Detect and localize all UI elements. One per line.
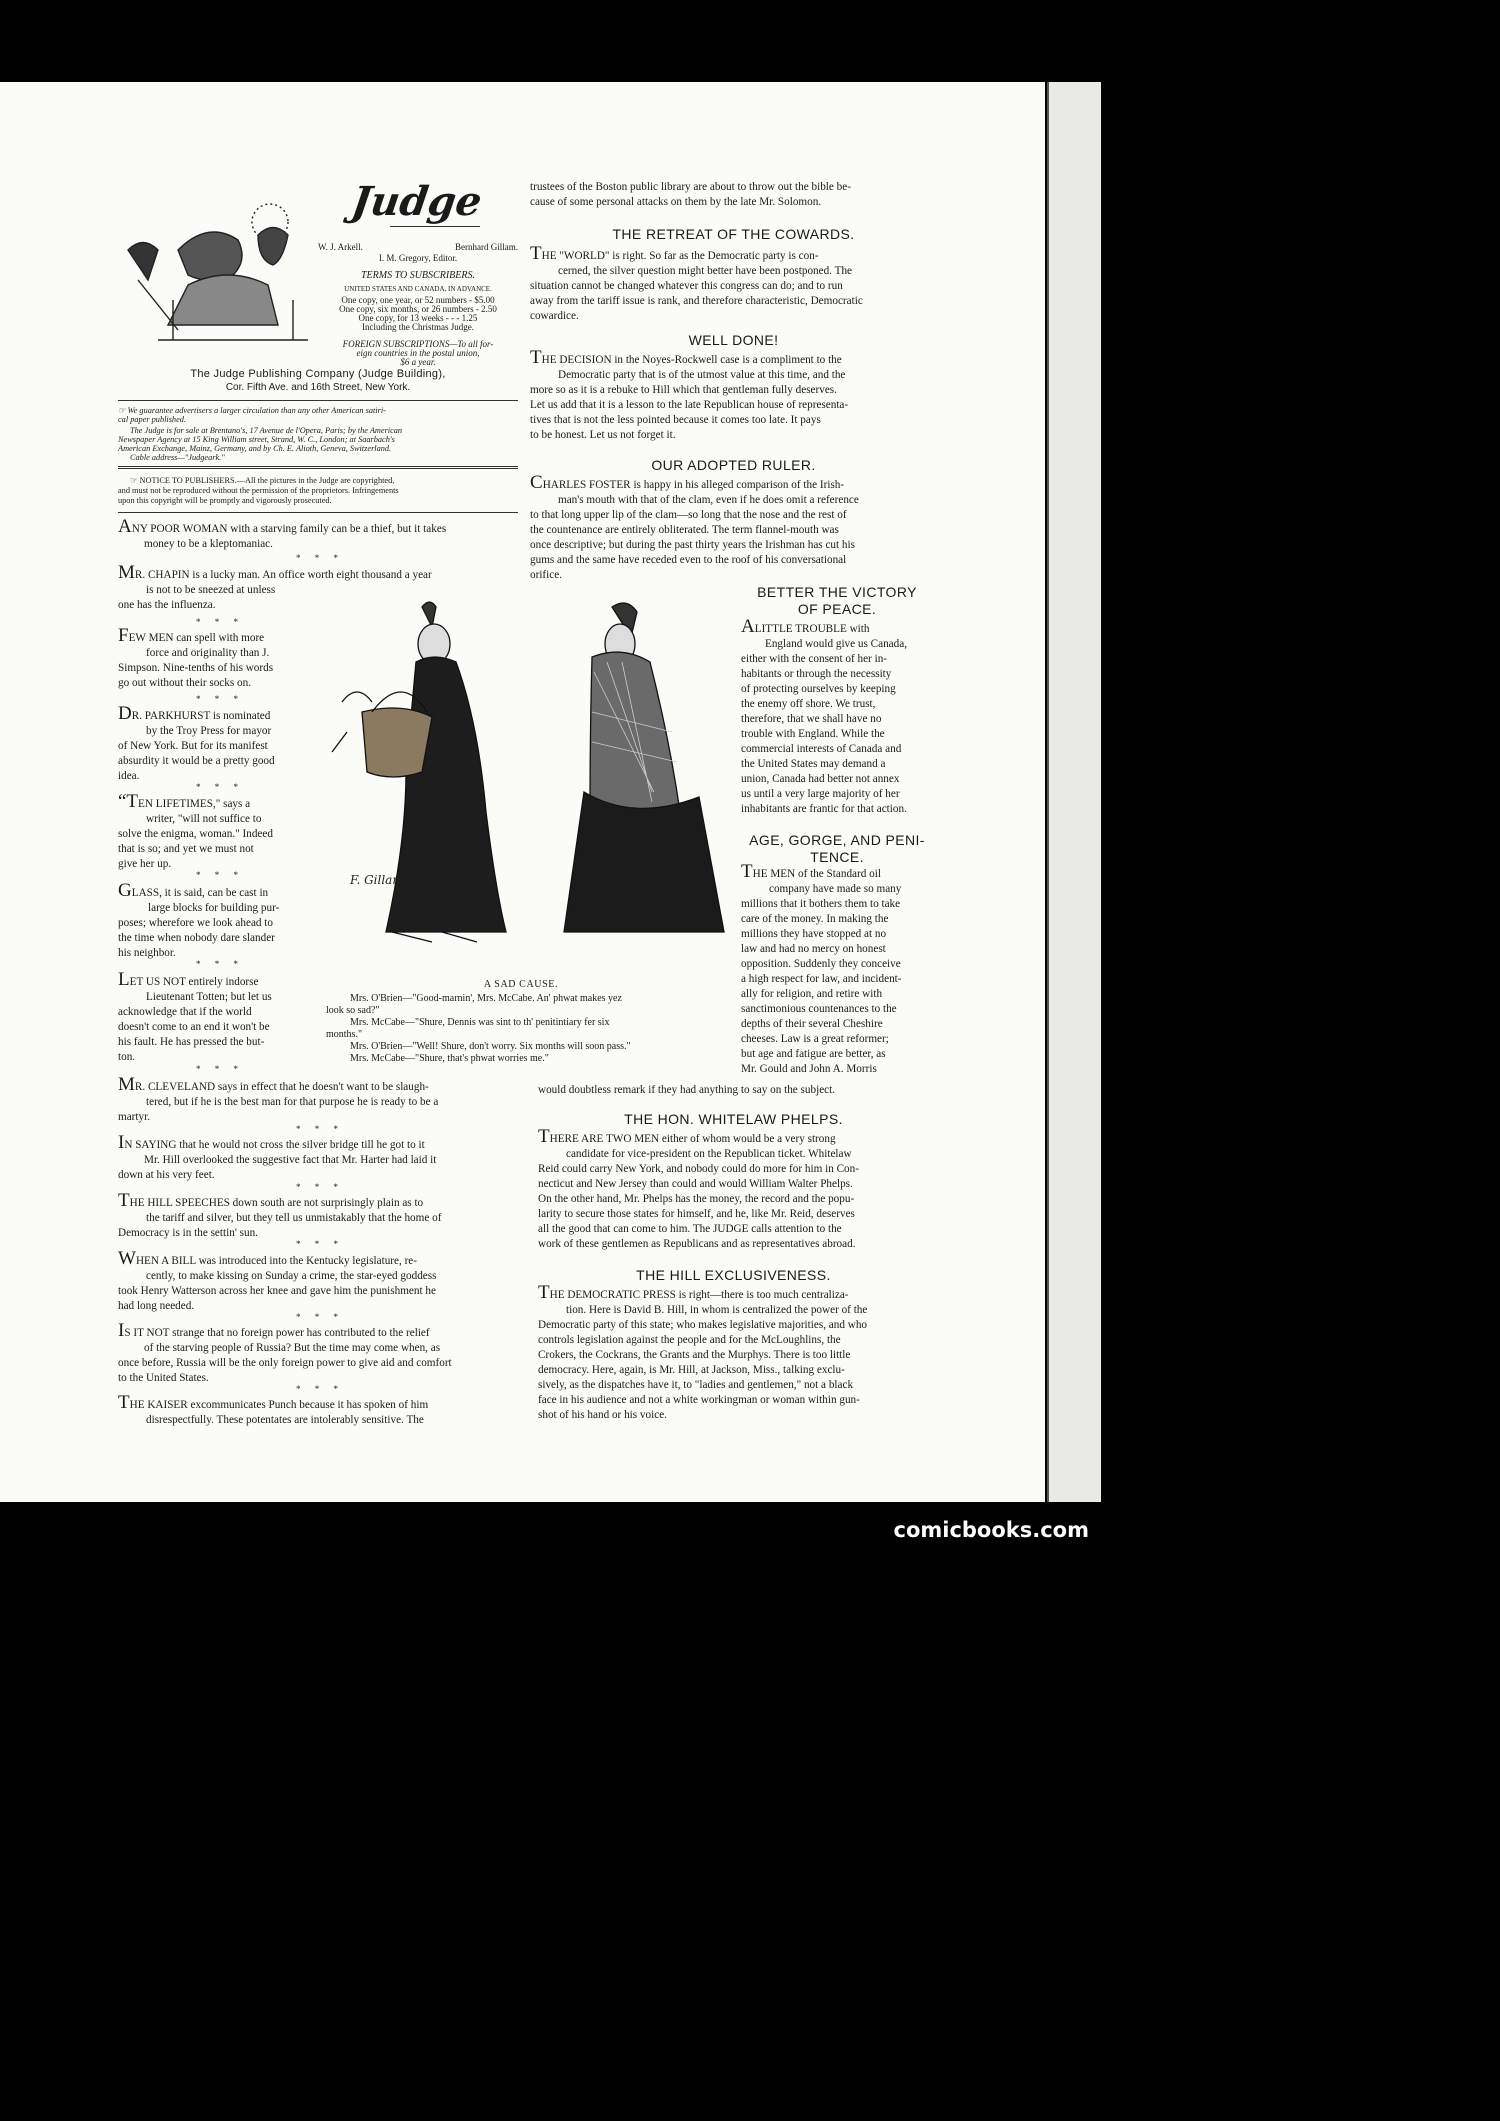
separator-stars: * * * — [296, 1239, 344, 1249]
item-phelps: THERE ARE TWO MEN either of whom would be a very strong candidate for vice-president on the Republican ticket. Whitelaw Reid could carry New York, and nobody could do more for him in Con- necticut and New Jersey than could and would William Walter Phelps. On the other hand, Mr. Phelps has the money, the record and the popu- larity to secure those states for himself, and he, like Mr. Reid, deserves all the good that can come to him. The JUDGE calls attention to the work of these gentlemen as Republicans and as representatives abroad. — [538, 1126, 859, 1250]
watermark-text: comicbooks.com — [893, 1518, 1089, 1542]
heading-adopted-ruler: OUR ADOPTED RULER. — [651, 457, 816, 473]
cartoon-signature: F. Gillam — [350, 873, 404, 887]
terms-heading: TERMS TO SUBSCRIBERS. — [361, 270, 475, 281]
notice-line-1: ☞ NOTICE TO PUBLISHERS.—All the pictures in the Judge are copyrighted, — [130, 476, 395, 485]
item-glass: GLASS, it is said, can be cast in large blocks for building pur- poses; wherefore we look ahead to the time when nobody dare slander his neighbor. — [118, 880, 280, 959]
separator-stars: * * * — [196, 782, 244, 792]
cartoon-dialogue: Mrs. O'Brien—"Good-marnin', Mrs. McCabe. An' phwat makes yez look so sad?" Mrs. McCabe—"Shure, Dennis was sint to th' penitintiary fer six months." Mrs. O'Brien—"Well! Shure, don't worry. Six months will soon pass." Mrs. McCabe—"Shure, that's phwat worries me." — [326, 993, 631, 1064]
woman-in-plaid-shawl-figure — [564, 603, 724, 932]
item-let-us-not: LET US NOT entirely indorse Lieutenant Totten; but let us acknowledge that if the world doesn't come to an end it won't be his fault. He has pressed the but- ton. — [118, 969, 272, 1063]
item-when-a-bill: WHEN A BILL was introduced into the Kentucky legislature, re- cently, to make kissing on Sunday a crime, the star-eyed goddess took Henry Watterson across her knee and gave him the punishment he had long needed. — [118, 1248, 437, 1312]
separator-stars: * * * — [296, 1182, 344, 1192]
heading-phelps: THE HON. WHITELAW PHELPS. — [624, 1111, 843, 1127]
staff-right: Bernhard Gillam. — [455, 242, 518, 252]
separator-stars: * * * — [296, 1124, 344, 1134]
item-in-saying: IN SAYING that he would not cross the silver bridge till he got to it Mr. Hill overlooked the suggestive fact that Mr. Harter had laid it down at his very feet. — [118, 1132, 437, 1181]
masthead-rule-2 — [118, 466, 518, 469]
staff-left: W. J. Arkell. — [318, 242, 363, 252]
publisher-line-1: The Judge Publishing Company (Judge Building), — [190, 368, 446, 380]
publisher-line-2: Cor. Fifth Ave. and 16th Street, New York. — [225, 382, 411, 393]
item-parkhurst: DR. PARKHURST is nominated by the Troy Press for mayor of New York. But for its manifest absurdity it would be a pretty good idea. — [118, 703, 275, 782]
masthead-rule-3 — [118, 512, 518, 513]
separator-stars: * * * — [196, 959, 244, 969]
item-poor-woman: ANY POOR WOMAN with a starving family can be a thief, but it takes money to be a kleptomaniac. — [118, 516, 447, 550]
heading-hill-exclusiveness: THE HILL EXCLUSIVENESS. — [636, 1267, 831, 1283]
separator-stars: * * * — [196, 617, 244, 627]
item-hill-speeches: THE HILL SPEECHES down south are not surprisingly plain as to the tariff and silver, but they tell us unmistakably that the home of Democracy is in the settin' sun. — [118, 1190, 442, 1239]
sale-line-1: The Judge is for sale at Brentano's, 17 Avenue de l'Opera, Paris; by the American — [130, 426, 403, 435]
editor-line: I. M. Gregory, Editor. — [378, 253, 458, 263]
woman-with-basket-figure — [332, 602, 506, 942]
heading-age-2: TENCE. — [810, 849, 864, 865]
heading-well-done: WELL DONE! — [688, 332, 779, 348]
staff-line — [318, 242, 518, 253]
separator-stars: * * * — [196, 870, 244, 880]
masthead-title-underline — [390, 226, 480, 227]
sale-line-3: American Exchange, Mainz, Germany, and by Ch. E. Alioth, Geneva, Switzerland. — [118, 444, 392, 453]
foreign-line-3: $6 a year. — [400, 357, 436, 367]
cartoon-caption-title: A SAD CAUSE. — [483, 979, 559, 990]
heading-victory-1: BETTER THE VICTORY — [757, 584, 917, 600]
masthead-rule-1 — [118, 400, 518, 401]
foreign-line-2: eign countries in the postal union, — [356, 348, 480, 358]
item-victory: ALITTLE TROUBLE with England would give us Canada, either with the consent of her in- habitants or through the necessity of protecting ourselves by keeping the enemy off shore. We trust, therefore, that we shall have no trouble with England. While the commercial interests of Canada and the United States may demand a union, Canada had better not annex us until a very large majority of her inhabitants are frantic for that action. — [741, 616, 907, 815]
separator-stars: * * * — [296, 1384, 344, 1394]
cartoon-illustration — [322, 592, 737, 975]
notice-line-2: and must not be reproduced without the permission of the proprietors. Infringements — [118, 486, 399, 495]
item-age: THE MEN of the Standard oil company have made so many millions that it bothers them to take care of the money. In making the millions they have stopped at no law and had no mercy on honest opposition. Suddenly they conceive a high respect for law, and incident- ally for religion, and retire with sanctimonious countenances to the depths of their several Cheshire cheeses. Law is a great reformer; but age and fatigue are better, as Mr. Gould and John A. Morris — [741, 861, 902, 1075]
separator-stars: * * * — [296, 553, 344, 563]
separator-stars: * * * — [196, 694, 244, 704]
facing-page-edge — [1047, 82, 1101, 1502]
item-cleveland: MR. CLEVELAND says in effect that he doesn't want to be slaugh- tered, but if he is the best man for that purpose he is ready to be a martyr. — [118, 1074, 439, 1123]
sale-line-2: Newspaper Agency at 15 King William street, Strand, W. C., London; at Saarbach's — [118, 435, 395, 444]
item-ten-lifetimes: “TEN LIFETIMES," says a writer, "will not suffice to solve the enigma, woman." Indeed that is so; and yet we must not give her up. — [118, 791, 273, 870]
terms-line-3: One copy, for 13 weeks - - - 1.25 — [358, 313, 478, 323]
masthead-illustration — [118, 190, 348, 350]
item-chapin: MR. CHAPIN is a lucky man. An office worth eight thousand a year is not to be sneezed at unless one has the influenza. — [118, 562, 432, 611]
foreign-line-1: FOREIGN SUBSCRIPTIONS—To all for- — [342, 339, 494, 349]
item-retreat: THE "WORLD" is right. So far as the Democratic party is con- cerned, the silver question might better have been postponed. The situation cannot be changed whatever this congress can do; and to run away from the tariff issue is rank, and therefore characteristic, Democratic cowardice. — [530, 243, 863, 322]
heading-retreat: THE RETREAT OF THE COWARDS. — [612, 226, 855, 242]
item-is-it-not: IS IT NOT strange that no foreign power has contributed to the relief of the starving people of Russia? But the time may come when, as once before, Russia will be the only foreign power to give aid and comfort to the United States. — [118, 1320, 452, 1384]
terms-line-4: Including the Christmas Judge. — [362, 322, 474, 332]
notice-line-3: upon this copyright will be promptly and vigorously prosecuted. — [118, 496, 332, 505]
heading-victory-2: OF PEACE. — [797, 601, 877, 617]
terms-subheading: UNITED STATES AND CANADA, IN ADVANCE. — [344, 285, 492, 293]
separator-stars: * * * — [196, 1064, 244, 1074]
terms-line-2: One copy, six months, or 26 numbers - 2.50 — [339, 304, 497, 314]
sale-line-4: Cable address—"Judgeark." — [130, 453, 225, 462]
item-few-men: FEW MEN can spell with more force and originality than J. Simpson. Nine-tenths of his words go out without their socks on. — [118, 625, 274, 689]
terms-line-1: One copy, one year, or 52 numbers - $5.00 — [341, 295, 495, 305]
guarantee-line-2: cal paper published. — [118, 415, 186, 424]
separator-stars: * * * — [296, 1312, 344, 1322]
heading-age-1: AGE, GORGE, AND PENI- — [749, 832, 925, 848]
item-trustees: trustees of the Boston public library are about to throw out the bible be- cause of some personal attacks on them by the late Mr. Solomon. — [530, 181, 851, 208]
item-age-last-line: would doubtless remark if they had anything to say on the subject. — [538, 1084, 836, 1096]
masthead-title: Judge — [348, 178, 485, 225]
guarantee-line-1: ☞ We guarantee advertisers a larger circulation than any other American satiri- — [118, 406, 386, 415]
item-adopted-ruler: CHARLES FOSTER is happy in his alleged comparison of the Irish- man's mouth with that of the clam, even if he does omit a reference to that long upper lip of the clam—so long that the nose and the rest of the countenance are entirely obliterated. The term flannel-mouth was once descriptive; but during the past thirty years the Irishman has cut his gums and the same have receded even to the roof of his conversational orifice. — [530, 472, 859, 581]
item-well-done: THE DECISION in the Noyes-Rockwell case is a compliment to the Democratic party that is of the utmost value at this time, and the more so as it is a rebuke to Hill which that gentleman fully deserves. Let us add that it is a lesson to the late Republican house of representa- tives that is not the less pointed because it comes too late. It pays to be honest. Let us not forget it. — [530, 347, 849, 441]
item-kaiser: THE KAISER excommunicates Punch because it has spoken of him disrespectfully. These potentates are intolerably sensitive. The — [118, 1392, 429, 1426]
item-hill-exclusiveness: THE DEMOCRATIC PRESS is right—there is too much centraliza- tion. Here is David B. Hill, in whom is centralized the power of the Democratic party of this state; who makes legislative majorities, and who controls legislation against the people and for the McLoughlins, the Crokers, the Cockrans, the Grants and the Murphys. There is too little democracy. Here, again, is Mr. Hill, at Jackson, Miss., talking exclu- sively, as the dispatches have it, to "ladies and gentlemen," not a black face in his audience and not a white workingman or woman within gun- shot of his hand or his voice. — [538, 1282, 868, 1421]
